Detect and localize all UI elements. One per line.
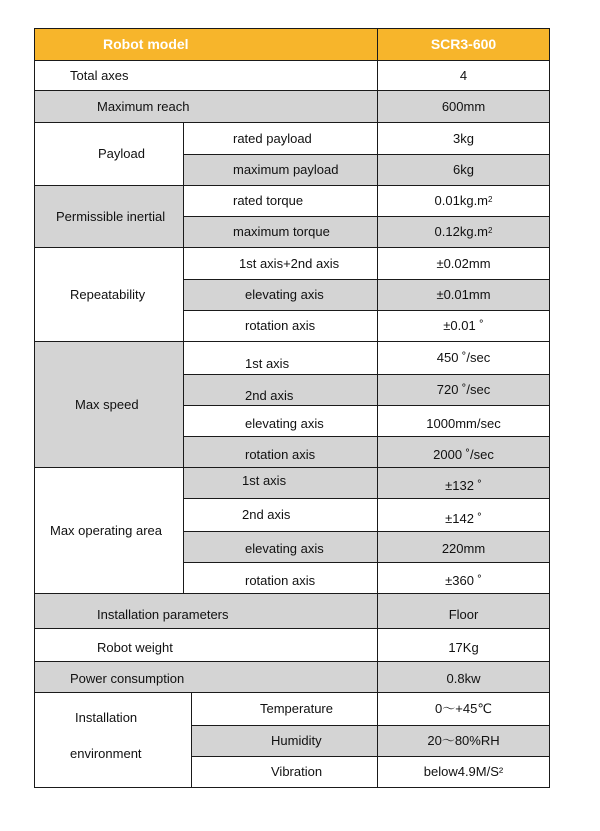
- power-label: Power consumption: [35, 662, 377, 692]
- row-line: [34, 341, 550, 342]
- repeatability-r1-label: 1st axis+2nd axis: [239, 255, 340, 271]
- max-area-r4-value: ±360 ˚: [445, 573, 482, 589]
- payload-label: Payload: [98, 146, 145, 162]
- environment-r2-value: 20～80%RH: [378, 726, 549, 756]
- power-value: 0.8kw: [378, 662, 549, 692]
- max-speed-r2-label: 2nd axis: [184, 375, 377, 405]
- inertia-label: Permissible inertial: [35, 186, 183, 247]
- row-line: [34, 628, 550, 629]
- subrow-line: [183, 498, 550, 499]
- inertia-rated-value: 0.01kg.m $^2$: [434, 193, 493, 209]
- robot-weight-label: Robot weight: [97, 640, 173, 656]
- payload-rated-value: 3kg: [453, 130, 474, 146]
- environment-r3-label: Vibration: [271, 764, 323, 780]
- subrow-line: [191, 756, 550, 757]
- subrow-line: [183, 405, 550, 406]
- environment-label-line2: environment: [70, 746, 142, 762]
- subrow-line: [183, 531, 550, 532]
- row-line: [34, 90, 550, 91]
- total-axes-label: Total axes: [70, 67, 129, 83]
- subrow-line: [183, 436, 550, 437]
- divider-value-column: [377, 28, 378, 787]
- max-area-r1-label: 1st axis: [184, 468, 377, 498]
- subrow-line: [191, 725, 550, 726]
- environment-label-line1: Installation: [75, 710, 138, 726]
- max-area-r3-label: elevating axis: [184, 532, 377, 562]
- repeatability-label: Repeatability: [70, 286, 146, 302]
- max-area-r1-value: ±132 ˚: [378, 468, 549, 498]
- subrow-line: [183, 279, 550, 280]
- max-speed-r1-value: 450 ˚/sec: [436, 350, 491, 366]
- max-area-r4-label: rotation axis: [245, 573, 316, 589]
- header-model-value: SCR3-600: [378, 29, 549, 60]
- row-line: [34, 692, 550, 693]
- max-area-r2-value: ±142 ˚: [445, 511, 482, 527]
- divider-env-column: [191, 692, 192, 787]
- row-line: [34, 661, 550, 662]
- repeatability-r2-label: elevating axis: [184, 280, 377, 310]
- total-axes-value: 4: [459, 67, 468, 83]
- max-speed-label: Max speed: [35, 342, 183, 467]
- environment-r1-value: 0～+45℃: [435, 701, 492, 717]
- repeatability-r2-value: ±0.01mm: [378, 280, 549, 310]
- environment-r1-label: Temperature: [260, 701, 333, 717]
- border-right: [549, 28, 550, 787]
- subrow-line: [183, 310, 550, 311]
- divider-sub-column: [183, 122, 184, 593]
- max-speed-r3-value: 1000mm/sec: [426, 416, 501, 432]
- border-left: [34, 28, 35, 787]
- installation-value: Floor: [378, 594, 549, 628]
- environment-r2-label: Humidity: [192, 726, 377, 756]
- border-bottom: [34, 787, 550, 788]
- installation-label: Installation parameters: [35, 594, 377, 628]
- inertia-max-value: 0.12kg.m $^2$: [378, 217, 549, 247]
- max-area-label: Max operating area: [50, 522, 163, 538]
- row-line: [34, 122, 550, 123]
- payload-max-label: maximum payload: [184, 155, 377, 185]
- environment-r3-value: below4.9M/S²: [423, 764, 504, 780]
- robot-weight-value: 17Kg: [448, 640, 479, 656]
- max-speed-r4-value: 2000 ˚/sec: [378, 437, 549, 467]
- repeatability-r3-label: rotation axis: [245, 318, 316, 334]
- payload-max-value: 6kg: [378, 155, 549, 185]
- inertia-max-label: maximum torque: [184, 217, 377, 247]
- row-line: [34, 247, 550, 248]
- row-line: [34, 593, 550, 594]
- subrow-line: [183, 154, 550, 155]
- border-top: [34, 28, 550, 29]
- payload-rated-label: rated payload: [233, 130, 312, 146]
- subrow-line: [183, 562, 550, 563]
- row-line: [34, 467, 550, 468]
- subrow-line: [183, 374, 550, 375]
- header-model-label: Robot model: [35, 29, 377, 60]
- max-speed-r3-label: elevating axis: [245, 416, 324, 432]
- max-reach-value: 600mm: [378, 91, 549, 122]
- repeatability-r1-value: ±0.02mm: [436, 255, 491, 271]
- max-speed-r4-label: rotation axis: [184, 437, 377, 467]
- row-line: [34, 60, 550, 61]
- max-reach-label: Maximum reach: [35, 91, 377, 122]
- subrow-line: [183, 216, 550, 217]
- row-line: [34, 185, 550, 186]
- repeatability-r3-value: ±0.01 ˚: [443, 318, 484, 334]
- inertia-rated-label: rated torque: [233, 193, 304, 209]
- max-area-r2-label: 2nd axis: [242, 507, 291, 523]
- max-speed-r2-value: 720 ˚/sec: [378, 375, 549, 405]
- max-speed-r1-label: 1st axis: [245, 356, 290, 372]
- max-area-r3-value: 220mm: [378, 532, 549, 562]
